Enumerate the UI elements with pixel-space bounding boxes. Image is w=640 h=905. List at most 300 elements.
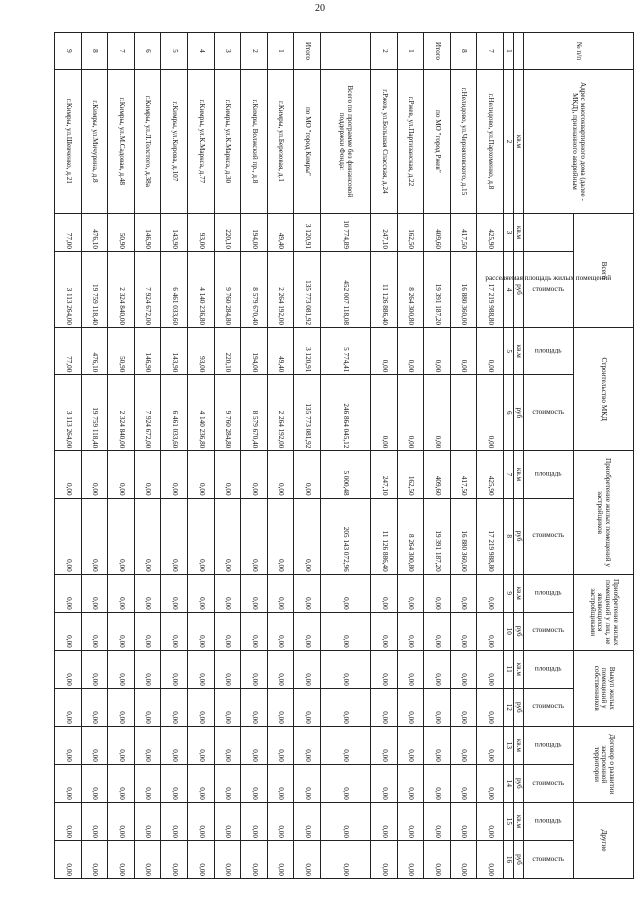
row-value: 0,00 <box>81 802 108 840</box>
row-value: 0,00 <box>450 612 477 650</box>
resettlement-table <box>54 32 634 879</box>
row-value: 0,00 <box>241 574 268 612</box>
row-value: 0,00 <box>477 840 504 878</box>
row-value: 0,00 <box>294 726 321 764</box>
row-value: 0,00 <box>161 688 188 726</box>
column-number: 16 <box>504 840 514 878</box>
row-value: 0,00 <box>187 498 214 574</box>
row-number: 1 <box>267 33 294 70</box>
subheader-cost-5: стоимость <box>524 498 574 574</box>
subheader-area-10: площадь <box>524 726 574 764</box>
row-value: 0,00 <box>371 612 398 650</box>
row-value: 0,00 <box>294 840 321 878</box>
row-value: 0,00 <box>55 726 82 764</box>
row-value: 0,00 <box>134 840 161 878</box>
row-value: 0,00 <box>371 574 398 612</box>
row-value: 0,00 <box>267 802 294 840</box>
rotated-table-wrapper <box>54 32 634 879</box>
header-buyout: Выкуп жилых помещений у собственников <box>574 650 634 726</box>
row-value: 0,00 <box>81 726 108 764</box>
row-value: 0,00 <box>108 688 135 726</box>
table-row <box>267 33 294 879</box>
row-value: 0,00 <box>134 612 161 650</box>
row-value: 247,10 <box>371 213 398 251</box>
row-value: 0,00 <box>450 574 477 612</box>
row-value: 0,00 <box>371 328 398 375</box>
row-value: 0,00 <box>108 612 135 650</box>
row-value: 8 579 670,40 <box>241 251 268 327</box>
row-value: 0,00 <box>214 726 241 764</box>
unit-cell: кв.м <box>514 328 524 375</box>
row-value: 0,00 <box>320 688 370 726</box>
row-value: 0,00 <box>161 764 188 802</box>
row-value: 0,00 <box>294 764 321 802</box>
row-value: 194,00 <box>241 213 268 251</box>
unit-cell: кв.м <box>514 451 524 498</box>
row-value: 0,00 <box>477 726 504 764</box>
row-value: 0,00 <box>81 612 108 650</box>
row-value: 0,00 <box>397 688 424 726</box>
column-numbers-row <box>504 33 514 879</box>
row-value: 0,00 <box>214 840 241 878</box>
row-value: 0,00 <box>187 451 214 498</box>
row-value: 0,00 <box>294 650 321 688</box>
unit-cell: кв.м <box>514 213 524 251</box>
column-number: 2 <box>504 69 514 213</box>
row-value: 0,00 <box>214 802 241 840</box>
row-number: 5 <box>161 33 188 70</box>
column-number: 14 <box>504 764 514 802</box>
row-number: 3 <box>214 33 241 70</box>
row-value: 0,00 <box>397 375 424 451</box>
row-value: 0,00 <box>214 650 241 688</box>
row-value: 476,10 <box>81 328 108 375</box>
row-value: 19 759 118,40 <box>81 375 108 451</box>
row-value: 0,00 <box>108 802 135 840</box>
header-development: Договор о развитии застроенной территории <box>574 726 634 802</box>
row-value: 0,00 <box>134 451 161 498</box>
row-value: 0,00 <box>81 451 108 498</box>
column-number: 11 <box>504 650 514 688</box>
row-value: 0,00 <box>108 764 135 802</box>
row-value: 0,00 <box>161 612 188 650</box>
row-value: 0,00 <box>108 840 135 878</box>
row-value: 3 120,91 <box>294 328 321 375</box>
row-value: 0,00 <box>134 726 161 764</box>
row-address: г.Кимры, ул.Мичурина, д.8 <box>81 69 108 213</box>
unit-cell: кв.м <box>514 69 524 213</box>
table-row <box>450 33 477 879</box>
row-value: 10 774,89 <box>320 213 370 251</box>
row-value: 0,00 <box>450 840 477 878</box>
row-address: г.Кимры, ул.М.Садовая, д.48 <box>108 69 135 213</box>
subheader-cost-3: стоимость <box>524 375 574 451</box>
row-value: 19 759 118,40 <box>81 251 108 327</box>
row-value: 0,00 <box>214 764 241 802</box>
unit-cell: кв.м <box>514 574 524 612</box>
row-value: 143,90 <box>161 213 188 251</box>
row-value: 0,00 <box>267 498 294 574</box>
subheader-area-2: площадь <box>524 328 574 375</box>
row-value: 5 000,48 <box>320 451 370 498</box>
row-value: 0,00 <box>55 612 82 650</box>
column-number: 6 <box>504 375 514 451</box>
row-value: 0,00 <box>55 498 82 574</box>
row-value: 0,00 <box>320 726 370 764</box>
row-value: 3 120,91 <box>294 213 321 251</box>
row-value: 7 924 672,00 <box>134 375 161 451</box>
row-value: 0,00 <box>397 650 424 688</box>
row-value: 247,10 <box>371 451 398 498</box>
row-value: 0,00 <box>134 802 161 840</box>
row-value: 417,50 <box>450 451 477 498</box>
row-address: г.Кимры, Волжский пр., д.8 <box>241 69 268 213</box>
unit-cell: руб <box>514 498 524 574</box>
row-value: 16 880 360,00 <box>450 251 477 327</box>
row-value: 0,00 <box>397 802 424 840</box>
row-value: 0,00 <box>371 802 398 840</box>
row-value: 246 864 045,12 <box>320 375 370 451</box>
row-value: 0,00 <box>294 612 321 650</box>
row-address: г.Кимры, ул.К.Маркса, д.77 <box>187 69 214 213</box>
row-value: 0,00 <box>371 650 398 688</box>
row-value: 0,00 <box>81 840 108 878</box>
subheader-area-12: площадь <box>524 802 574 840</box>
row-address: Всего по программе без финансовой поддержки Фонда: <box>320 69 370 213</box>
column-number: 8 <box>504 498 514 574</box>
row-address: г.Ржев, ул.Большая Спасская, д.24 <box>371 69 398 213</box>
row-value: 0,00 <box>108 650 135 688</box>
table-row <box>320 33 370 879</box>
row-value: 49,40 <box>267 213 294 251</box>
unit-cell: кв.м <box>514 802 524 840</box>
row-value: 0,00 <box>214 574 241 612</box>
row-value: 220,10 <box>214 213 241 251</box>
subheader-cost-1: стоимость <box>524 251 574 327</box>
row-value: 0,00 <box>108 726 135 764</box>
row-value: 0,00 <box>320 650 370 688</box>
row-value: 4 140 236,80 <box>187 375 214 451</box>
header-address: Адрес многоквартирного дома (далее - МКД), признанного аварийным <box>524 69 634 213</box>
row-value: 50,90 <box>108 328 135 375</box>
row-value: 0,00 <box>477 650 504 688</box>
column-number: 3 <box>504 213 514 251</box>
row-value: 0,00 <box>161 451 188 498</box>
row-address: г.Нелидово, ул.Пархоменко, д.8 <box>477 69 504 213</box>
row-address: г.Кимры, ул.Л.Толстого, д.38а <box>134 69 161 213</box>
row-value: 0,00 <box>81 764 108 802</box>
row-value: 2 324 840,00 <box>108 251 135 327</box>
row-value: 0,00 <box>187 650 214 688</box>
row-value: 0,00 <box>371 840 398 878</box>
row-value: 0,00 <box>477 688 504 726</box>
row-value: 205 143 072,96 <box>320 498 370 574</box>
row-value: 9 760 284,80 <box>214 375 241 451</box>
row-value: 146,90 <box>134 328 161 375</box>
row-value: 17 219 988,80 <box>477 498 504 574</box>
row-value: 162,50 <box>397 213 424 251</box>
unit-cell: кв.м <box>514 650 524 688</box>
table-row <box>477 33 504 879</box>
row-value: 8 579 670,40 <box>241 375 268 451</box>
row-address: г.Кимры, ул.Кирова, д.107 <box>161 69 188 213</box>
row-value: 0,00 <box>161 726 188 764</box>
row-value: 0,00 <box>81 688 108 726</box>
row-value: 0,00 <box>241 498 268 574</box>
row-number: 1 <box>397 33 424 70</box>
row-value: 7 924 672,00 <box>134 251 161 327</box>
row-value: 0,00 <box>424 612 451 650</box>
unit-cell: руб <box>514 375 524 451</box>
row-value: 425,90 <box>477 213 504 251</box>
page-number: 20 <box>315 3 325 14</box>
row-value: 0,00 <box>477 375 504 451</box>
row-value: 16 880 360,00 <box>450 498 477 574</box>
row-value: 0,00 <box>424 650 451 688</box>
row-value: 0,00 <box>371 688 398 726</box>
row-value: 6 461 033,60 <box>161 375 188 451</box>
header-construction: Строительство МКД <box>574 328 634 451</box>
row-address: г.Кимры, ул.К.Маркса, д.30 <box>214 69 241 213</box>
row-value: 11 126 886,40 <box>371 251 398 327</box>
row-value: 0,00 <box>187 612 214 650</box>
row-value: 0,00 <box>320 574 370 612</box>
row-value: 0,00 <box>450 688 477 726</box>
subheader-area-6: площадь <box>524 574 574 612</box>
subheader-cost-13: стоимость <box>524 840 574 878</box>
table-row <box>424 33 451 879</box>
row-value: 0,00 <box>397 840 424 878</box>
table-row <box>55 33 82 879</box>
column-number: 5 <box>504 328 514 375</box>
row-value: 0,00 <box>320 612 370 650</box>
header-num: № п/п <box>524 33 634 70</box>
row-value: 2 264 192,00 <box>267 251 294 327</box>
row-value: 0,00 <box>424 764 451 802</box>
table-row <box>241 33 268 879</box>
row-number: 2 <box>371 33 398 70</box>
table-row <box>108 33 135 879</box>
row-value: 77,00 <box>55 328 82 375</box>
column-number: 1 <box>504 33 514 70</box>
row-value: 93,00 <box>187 213 214 251</box>
row-value: 0,00 <box>134 764 161 802</box>
row-value: 19 391 187,20 <box>424 251 451 327</box>
row-value: 4 140 236,80 <box>187 251 214 327</box>
row-value: 0,00 <box>55 688 82 726</box>
row-value: 0,00 <box>187 802 214 840</box>
row-value: 0,00 <box>397 328 424 375</box>
table-row <box>134 33 161 879</box>
row-value: 19 391 187,20 <box>424 498 451 574</box>
row-number <box>320 33 370 70</box>
row-value: 0,00 <box>320 840 370 878</box>
row-value: 93,00 <box>187 328 214 375</box>
row-value: 0,00 <box>161 574 188 612</box>
row-value: 0,00 <box>267 574 294 612</box>
row-value: 143,90 <box>161 328 188 375</box>
row-value: 0,00 <box>424 574 451 612</box>
header-other: Другие <box>574 802 634 878</box>
row-value: 11 126 886,40 <box>371 498 398 574</box>
table-row <box>187 33 214 879</box>
row-value: 0,00 <box>134 650 161 688</box>
row-value: 8 264 300,80 <box>397 251 424 327</box>
row-address: г.Нелидово, ул.Черняховского, д.15 <box>450 69 477 213</box>
row-value: 0,00 <box>134 498 161 574</box>
row-value: 0,00 <box>241 451 268 498</box>
unit-cell: руб <box>514 764 524 802</box>
row-value: 0,00 <box>397 612 424 650</box>
row-value: 0,00 <box>161 650 188 688</box>
table-row <box>81 33 108 879</box>
row-value: 0,00 <box>214 612 241 650</box>
table-row <box>371 33 398 879</box>
table-row <box>214 33 241 879</box>
row-value: 17 219 988,80 <box>477 251 504 327</box>
row-address: г.Кимры, ул.Березовая, д.1 <box>267 69 294 213</box>
row-value: 49,40 <box>267 328 294 375</box>
subheader-cost-11: стоимость <box>524 764 574 802</box>
row-number: 7 <box>108 33 135 70</box>
row-value: 0,00 <box>81 650 108 688</box>
subheader-cost-9: стоимость <box>524 688 574 726</box>
row-value: 0,00 <box>267 688 294 726</box>
row-value: 2 264 192,00 <box>267 375 294 451</box>
row-value: 0,00 <box>81 574 108 612</box>
row-value: 0,00 <box>294 574 321 612</box>
row-number: 8 <box>81 33 108 70</box>
row-value: 0,00 <box>320 802 370 840</box>
row-number: 4 <box>187 33 214 70</box>
unit-cell: руб <box>514 612 524 650</box>
row-value: 0,00 <box>161 840 188 878</box>
table-row <box>397 33 424 879</box>
row-value: 0,00 <box>161 498 188 574</box>
column-number: 15 <box>504 802 514 840</box>
row-value: 0,00 <box>187 840 214 878</box>
row-value: 135 773 081,92 <box>294 375 321 451</box>
row-value: 0,00 <box>187 726 214 764</box>
units-blank <box>514 33 524 70</box>
row-value: 0,00 <box>450 328 477 375</box>
unit-cell: руб <box>514 688 524 726</box>
table-body <box>55 33 504 879</box>
row-value: 417,50 <box>450 213 477 251</box>
row-value: 0,00 <box>294 498 321 574</box>
row-value: 8 264 300,80 <box>397 498 424 574</box>
row-value: 0,00 <box>424 688 451 726</box>
row-value: 0,00 <box>294 688 321 726</box>
row-value: 0,00 <box>187 688 214 726</box>
row-value: 0,00 <box>241 688 268 726</box>
row-value: 0,00 <box>450 726 477 764</box>
row-value: 0,00 <box>55 451 82 498</box>
row-value: 0,00 <box>477 802 504 840</box>
row-number: Итого <box>424 33 451 70</box>
row-value: 3 113 264,00 <box>55 251 82 327</box>
row-value: 0,00 <box>424 726 451 764</box>
row-value: 0,00 <box>134 574 161 612</box>
units-row <box>514 33 524 879</box>
subheader-cost-7: стоимость <box>524 612 574 650</box>
row-value: 0,00 <box>214 498 241 574</box>
row-value: 0,00 <box>477 574 504 612</box>
row-value: 0,00 <box>424 802 451 840</box>
row-value: 0,00 <box>187 764 214 802</box>
row-number: 7 <box>477 33 504 70</box>
row-value: 0,00 <box>161 802 188 840</box>
header-purchase-nonbuilders: Приобретение жилых помещений у лиц, не являющихся застройщиками <box>574 574 634 650</box>
row-value: 0,00 <box>397 726 424 764</box>
row-value: 9 760 284,80 <box>214 251 241 327</box>
row-value: 0,00 <box>477 764 504 802</box>
row-value: 146,90 <box>134 213 161 251</box>
row-value: 0,00 <box>477 328 504 375</box>
row-value: 0,00 <box>371 726 398 764</box>
row-value: 425,90 <box>477 451 504 498</box>
row-value: 0,00 <box>450 802 477 840</box>
row-value: 194,00 <box>241 328 268 375</box>
row-value: 2 324 840,00 <box>108 375 135 451</box>
row-value: 0,00 <box>267 764 294 802</box>
row-value: 0,00 <box>108 498 135 574</box>
row-value: 0,00 <box>81 498 108 574</box>
subheader-area-8: площадь <box>524 650 574 688</box>
row-value: 0,00 <box>267 451 294 498</box>
row-value: 0,00 <box>320 764 370 802</box>
column-number: 13 <box>504 726 514 764</box>
table-row <box>161 33 188 879</box>
subheader-area-4: площадь <box>524 451 574 498</box>
row-value: 0,00 <box>267 726 294 764</box>
subheader-area_resettled-0: расселяемая площадь жилых помещений <box>524 213 574 251</box>
row-value: 0,00 <box>424 328 451 375</box>
row-value: 162,50 <box>397 451 424 498</box>
header-purchase-builders: Приобретение жилых помещений у застройщиков <box>574 451 634 574</box>
row-address: г.Ржев, ул.Партизанская, д.22 <box>397 69 424 213</box>
column-number: 4 <box>504 251 514 327</box>
row-value: 0,00 <box>267 612 294 650</box>
row-value: 0,00 <box>424 840 451 878</box>
column-number: 10 <box>504 612 514 650</box>
row-address: г.Кимры, ул.Шевченко, д.21 <box>55 69 82 213</box>
row-value: 220,10 <box>214 328 241 375</box>
row-value: 0,00 <box>55 802 82 840</box>
row-value: 0,00 <box>371 764 398 802</box>
row-value: 0,00 <box>214 451 241 498</box>
row-value: 50,90 <box>108 213 135 251</box>
unit-cell: руб <box>514 251 524 327</box>
row-value <box>450 375 477 451</box>
column-number: 9 <box>504 574 514 612</box>
row-value: 6 461 033,60 <box>161 251 188 327</box>
row-value: 0,00 <box>187 574 214 612</box>
header-total: Всего <box>574 213 634 327</box>
row-value: 135 773 081,92 <box>294 251 321 327</box>
row-value: 0,00 <box>241 612 268 650</box>
row-value: 0,00 <box>55 764 82 802</box>
unit-cell: руб <box>514 840 524 878</box>
row-value: 0,00 <box>397 574 424 612</box>
row-value: 476,10 <box>81 213 108 251</box>
row-value: 0,00 <box>294 802 321 840</box>
unit-cell: кв.м <box>514 726 524 764</box>
row-value: 0,00 <box>267 650 294 688</box>
row-value: 0,00 <box>371 375 398 451</box>
row-value: 0,00 <box>108 451 135 498</box>
row-value: 0,00 <box>241 650 268 688</box>
